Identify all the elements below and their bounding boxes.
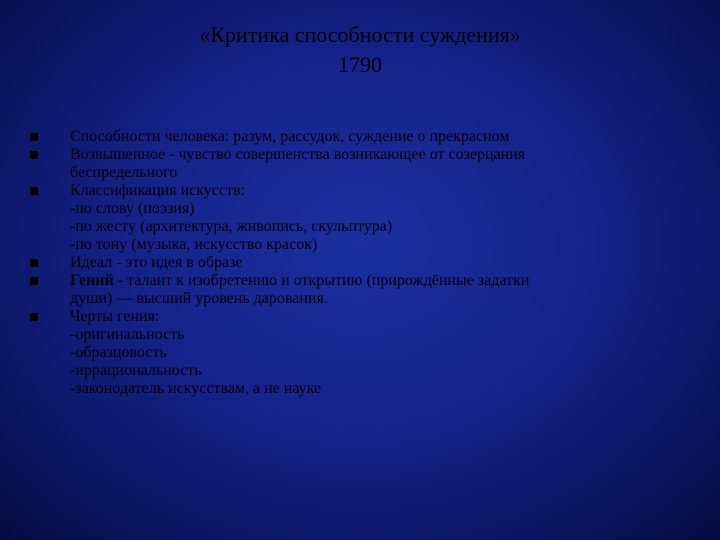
sub-line: -образцовость <box>70 344 167 361</box>
square-bullet-icon <box>30 133 38 141</box>
sub-line: -законодатель искусствам, а не науке <box>70 380 322 397</box>
list-item-genius <box>30 272 670 308</box>
item-rest: : разум, рассудок, суждение о прекрасном <box>224 128 510 145</box>
list-item-classification <box>30 182 670 254</box>
item-text <box>70 308 670 326</box>
sub-line: -иррациональность <box>70 362 202 379</box>
list-item-abilities <box>30 128 670 146</box>
item-rest: : <box>240 182 245 199</box>
sub-line: -по тону (музыка, искусство красок) <box>70 236 318 253</box>
sub-line: -по слову (поэзия) <box>70 200 195 217</box>
item-rest: талант к изобретению и открытию (прирождённые задатки <box>123 272 530 289</box>
item-lead: Классификация искусств <box>70 182 241 199</box>
sub-line: -оригинальность <box>70 326 185 343</box>
square-bullet-icon <box>30 313 38 321</box>
square-bullet-icon <box>30 151 38 159</box>
item-lead: Гений - <box>70 272 124 289</box>
item-lead: Способности человека <box>70 128 225 145</box>
item-continuation: души) — высший уровень дарования. <box>70 290 328 307</box>
item-rest: : <box>154 308 160 325</box>
title-year: 1790 <box>338 52 382 77</box>
bullet-list <box>30 128 670 398</box>
title-line-1: «Критика способности суждения» <box>199 22 521 47</box>
item-text <box>70 254 670 272</box>
item-rest: - это идея в образе <box>112 254 243 271</box>
item-text <box>70 272 670 290</box>
list-item-genius-traits <box>30 308 670 398</box>
item-text <box>70 146 670 164</box>
item-text <box>70 182 670 200</box>
slide-title <box>0 20 720 80</box>
square-bullet-icon <box>30 259 38 267</box>
square-bullet-icon <box>30 187 38 195</box>
list-item-ideal <box>30 254 670 272</box>
item-continuation: беспредельного <box>70 164 178 181</box>
item-text <box>70 128 670 146</box>
item-lead: Идеал <box>70 254 113 271</box>
item-lead: Черты гения <box>70 308 155 325</box>
item-lead: Возвышенное <box>70 146 166 163</box>
item-rest: - чувство совершенства возникающее от созерцания <box>165 146 526 163</box>
list-item-sublime <box>30 146 670 182</box>
sub-line: -по жесту (архитектура, живопись, скульптура) <box>70 218 393 235</box>
square-bullet-icon <box>30 277 38 285</box>
